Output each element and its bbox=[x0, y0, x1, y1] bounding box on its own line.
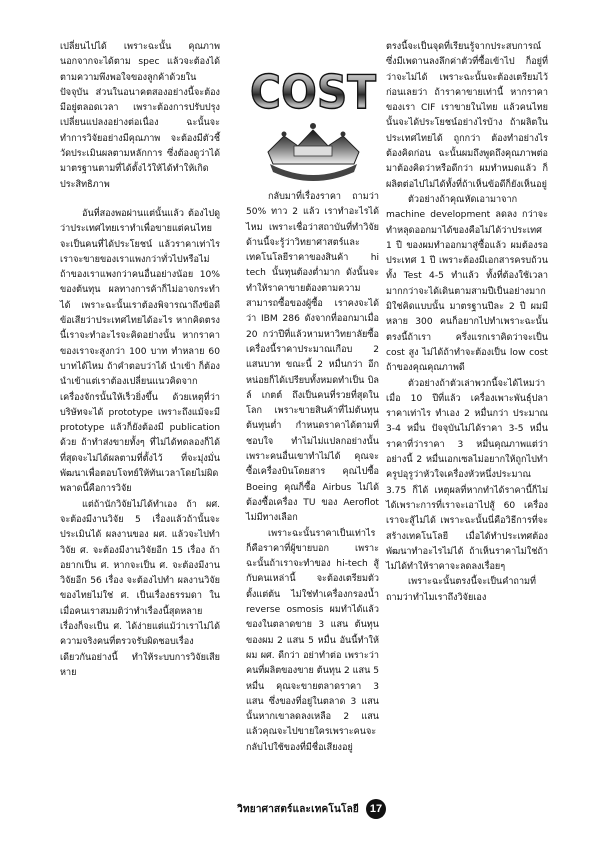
cost-logo-text: COST bbox=[250, 65, 377, 119]
paragraph: กลับมาที่เรื่องราคา ถามว่า 50% ทาว 2 แล้ว เราทำอะไรได้ไหม เพราะเชื่อว่าสถาบันที่ทำวิจัยด้านนี้จะรู้ว่าวิทยาศาสตร์และเทคโนโลยีราคาของสินค้า hi tech นั้นทุนต้องต่ำมาก ดังนั้นจะทำให้ราคาขายต้องตามความสามารถซื้อของผู้ซื้อ เราคงจะได้ว่า IBM 286 ดังจากที่ออกมาเมื่อ 20 กว่าปีที่แล้วหามหาวิทยาลัยซื้อเครื่องนี้ราคาประมาณเกือบ 2 แสนบาท ขณะนี้ 2 หมื่นกว่า อีกหน่อยก็ได้เปรียบทั้งหมดทำเป็น บิลล์ เกตต์ ถึงเป็นคนที่รวยที่สุดในโลก เพราะขายสินค้าที่ไม่ต้นทุน ต้นทุนต่ำ กำหนดราคาได้ตามที่ชอบใจ ทำไมไม่แปลกอย่างนั้นเพราะคนอื่นเขาทำไม่ได้ คุณจะซื้อเครื่องบินโดยสาร คุณไปซื้อ Boeing คุณก็ซื้อ Airbus ไม่ได้ต้องซื้อเครื่อง TU ของ Aeroflot ไม่มีทางเลือก bbox=[246, 192, 379, 524]
paragraph: เปลี่ยนไปได้ เพราะฉะนั้น คุณภาพนอกจากจะได้ตาม spec แล้วจะต้องได้ตามความพึงพอใจของลูกค้าด้วยในปัจจุบัน ส่วนในอนาคตสองอย่างนี้จะต้องมีอยู่ตลอดเวลา เพราะต้องการปรับปรุงเปลี่ยนแปลงอย่างต่อเนื่อง ฉะนั้นจะทำการวิจัยอย่างมีคุณภาพ จะต้องมีตัวชี้วัดประเมินผลตามหลักการ ซึ่งต้องดูว่าได้มาตรฐานตามที่ได้ตั้งไว้ให้ได้ทำให้เกิดประสิทธิภาพ bbox=[60, 42, 220, 190]
paragraph: ตรงนี้จะเป็นจุดที่เรียนรู้จากประสบการณ์ ซึ่งมีเพดานลงลึกค่าตัวที่ซื้อเข้าไป ก็อยู่ที่ว่าจะไม่ได้ เพราะฉะนั้นจะต้องเตรียมไว้ก่อนเลยว่า ถ้าราคาขายเท่านี้ หากราคาของเรา CIF เราขายในไทย แล้วคนไทยนั้นจะได้ประโยชน์อย่างไรบ้าง ถ้าผลิตในประเทศไทยได้ ถูกกว่า ต้องทำอย่างไร ต้องคิดก่อน ฉะนั้นผมถึงพูดถึงคุณภาพต่อมาต้องคิดว่าหรือดีกว่า ผมทำหมดแล้ว ก็ผลิตต่อไปไม่ได้ทั้งที่ถ้าเห็นข้อดีก็ยังเห็นอยู่ bbox=[386, 42, 548, 190]
paragraph: เพราะฉะนั้นราคาเป็นเท่าไรก็คือราคาที่ผู้ขายบอก เพราะฉะนั้นถ้าเราจะทำของ hi-tech สู้กับคนเหล่านี้ จะต้องเตรียมตัวตั้งแต่ต้น ไม่ใช่ทำเครื่องกรองน้ำ reverse osmosis ผมทำได้แล้วของในตลาดขาย 3 แสน ต้นทุนของผม 2 แสน 5 หมื่น อันนี้ทำให้ผม ผศ. ดีกว่า อย่าทำต่อ เพราะว่าคนที่ผลิตของขาย ต้นทุน 2 แสน 5 หมื่น คุณจะขายตลาดราคา 3 แสน ซึ่งของที่อยู่ในตลาด 3 แสนนั้นหากเขาลดลงเหลือ 2 แสน แล้วคุณจะไปขายใครเพราะคนจะกลับไปใช้ของที่มีชื่อเสียงอยู่ bbox=[246, 528, 379, 753]
magazine-title: วิทยาศาสตร์และเทคโนโลยี bbox=[237, 804, 359, 815]
paragraph: ตัวอย่างถ้าคุณหัดเอามาจาก machine development ลดลง กว่าจะทำหลุดออกมาได้ของคือไม่ได้ว่าประเทศ 1 ปี ของผมทำออกมาสู่ซื้อแล้ว ผมต้องรอประเทศ 1 ปี เพราะต้องมีเอกสารครบถ้วน ทั้ง Test 4-5 ทำแล้ว ทั้งที่ต้องใช้เวลามากกว่าจะได้เดินตามสามปีเป็นอย่างมาก มิใช่คิดแบบนั้น มาตรฐานปีละ 2 ปี ผมมีหลาย 300 คนก็อยากไปทำเพราะฉะนั้นตรงนี้ถ้าเรา ครึ่งแรกเราคิดว่าจะเป็น cost สูง ไม่ได้ถ้าทำจะต้องเป็น low cost ถ้าของคุณคุณภาพดี bbox=[386, 194, 548, 374]
page-number: 17 bbox=[366, 799, 386, 819]
text-column-1 bbox=[60, 40, 220, 681]
paragraph: เพราะฉะนั้นตรงนี้จะเป็นคำถามที่ถามว่าทำไมเราถึงวิจัยเอง bbox=[386, 577, 537, 603]
page-footer bbox=[0, 799, 595, 819]
text-column-3 bbox=[386, 40, 548, 606]
text-column-2 bbox=[246, 190, 379, 756]
paragraph: แต่ถ้านักวิจัยไม่ได้ทำเอง ถ้า ผศ. จะต้องมีงานวิจัย 5 เรื่องแล้วถ้านั้นจะประเมินได้ ผลงานของ ผศ. แล้วจะไปทำวิจัย ศ. จะต้องมีงานวิจัยอีก 15 เรื่อง ถ้าอยากเป็น ศ. หากจะเป็น ศ. จะต้องมีงานวิจัยอีก 56 เรื่อง จะต้องไปทำ ผลงานวิจัยของไทยไม่ใช่ ศ. เป็นเรื่องธรรมดา ในเมื่อคนเราสมมติว่าทำเรื่องนี้สุดหลายเรื่องก็จะเป็น ศ. ได้ง่ายแต่แม้ว่าเราไม่ได้ความจริงคนที่ตรวจรับผิดชอบเรื่องเดียวกันอย่างนี้ ทำให้ระบบการวิจัยเสียหาย bbox=[60, 499, 220, 678]
paragraph: ตัวอย่างถ้าตัวเล่าพวกนี้จะได้ไหมว่า เมื่อ 10 ปีที่แล้ว เครื่องเพาะพันธุ์ปลา ราคาเท่าไร ทำเอง 2 หมื่นกว่า ประมาณ 3-4 หมื่น ปัจจุบันไม่ได้ราคา 3-5 หมื่น ราคาที่ว่าราคา 3 หมื่นคุณภาพแต่ว่าอย่างนี้ 2 หมื่นเอกเซลไม่อยากให้ถูกไปทำ ครูปอุรูว่าหัวใจเครื่องหัวหนึ่งประมาณ 3.75 ก็ได้ เหตุผลที่หากทำได้ราคานี้ก็ไม่ได้เพราะการที่เราจะเอาไปสู้ 60 เครื่อง เราจะสู้ไม่ได้ เพราะฉะนั้นนี่คือวิธีการที่จะสร้างเทคโนโลยี เมื่อได้ทำประเทศต้องพัฒนาทำอะไรไม่ได้ ถ้าเห็นราคาไม่ใช่ถ้าไม่ได้ทำให้ราคาจะลดลงเรื่อยๆ bbox=[386, 378, 548, 573]
crown-ornament bbox=[268, 123, 359, 181]
cost-logo bbox=[246, 40, 381, 185]
paragraph: อันที่สองพอผ่านแต่นั้นแล้ว ต้องไปดูว่าประเทศไทยเราทำเพื่อขายแต่คนไทยจะเป็นคนที่ได้ประโยชน์ แล้วราคาเท่าไร เราจะขายของเราแพงกว่าทั่วไปหรือไม่ ถ้าของเราแพงกว่าคนอื่นอย่างน้อย 10% ของต้นทุน ผลทางการค้าก็ไม่อาจกระทำได้ เพราะฉะนั้นเราต้องพิจารณาถึงข้อดีข้อเสียว่าประเทศไทยได้อะไร หากคิดตรงนี้เราจะทำอะไรจะคิดอย่างนั้น หากราคาของเราจะสูงกว่า 100 บาท ทำหลาย 60 บาทได้ไหม ถ้าคำตอบว่าได้ นำเข้า ก็ต้องนำเข้าแต่เราต้องเปลี่ยนแนวคิดจากเครื่องจักรนั้นให้เร็วยิ่งขึ้น ด้วยเหตุที่ว่าบริษัทจะได้ prototype เพราะถึงแม้จะมี prototype แล้วก็ยังต้องมี publication ด้วย ถ้าทำส่งขายทั้งๆ ที่ไม่ได้ทดลองก็ได้ ที่สุดจะไม่ได้ผลตามที่ตั้งไว้ ที่จะมุ่งมั่นพัฒนาเพื่อตอบโจทย์ให้ทันเวลาโดยไม่ผิดพลาดนี้คือการวิจัย bbox=[60, 208, 220, 495]
